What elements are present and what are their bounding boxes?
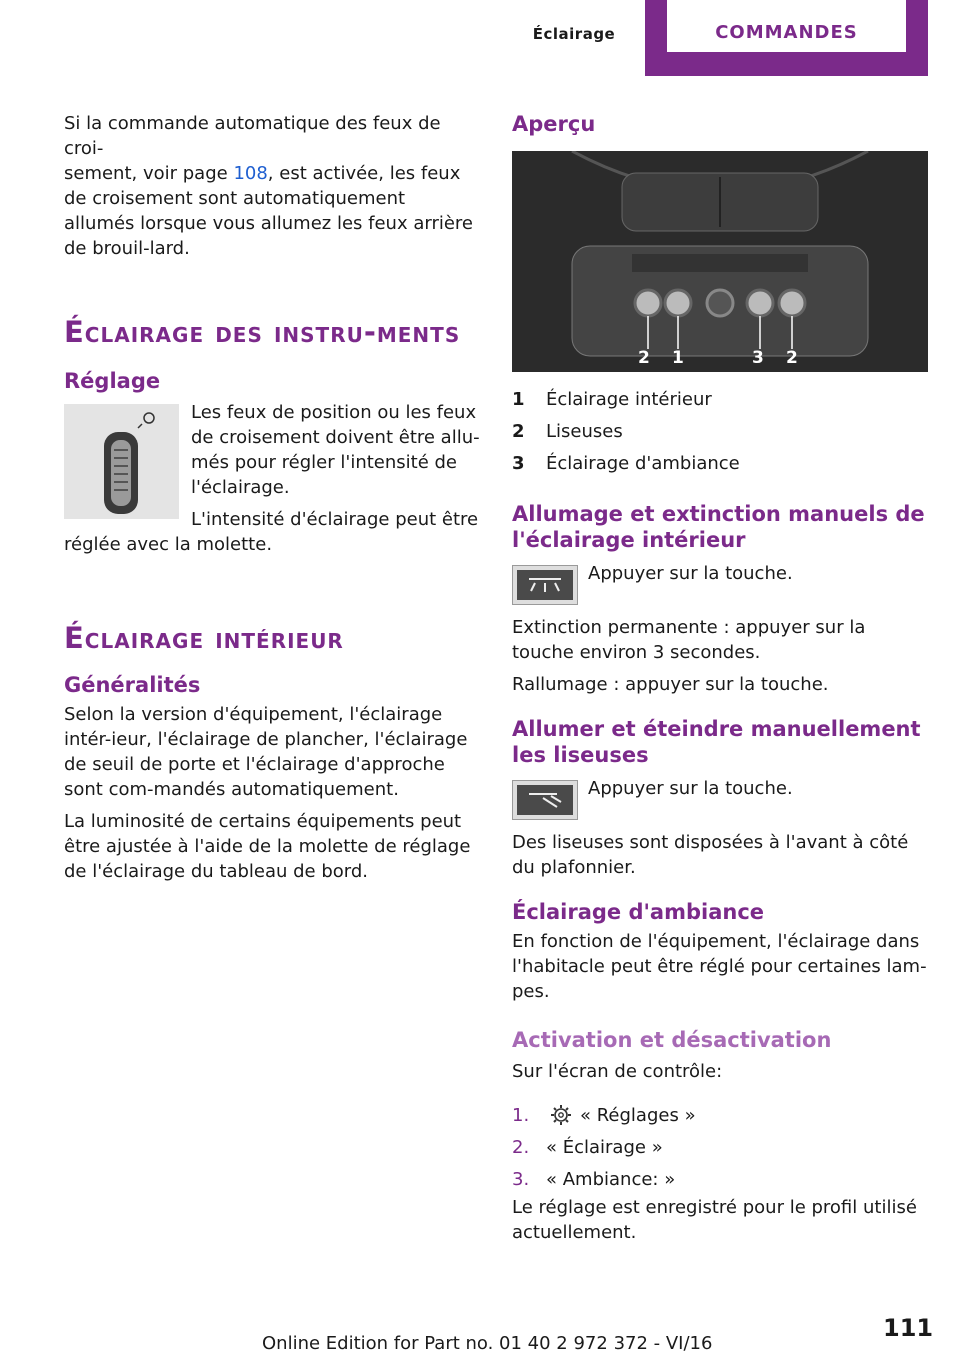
steps-list	[512, 1099, 928, 1195]
page-number: 111	[883, 1314, 934, 1342]
headliner-controls-photo	[512, 151, 928, 372]
generalites-paragraph-2: La luminosité de certains équipements peut être ajustée à l'aide de la molette de réglage de l'éclairage du tableau de bord.	[64, 811, 471, 882]
legend-item: 1 Éclairage intérieur	[512, 388, 712, 410]
step-item: 3. « Ambiance: »	[512, 1168, 676, 1190]
step-item: 1. « Réglages »	[512, 1104, 696, 1126]
reglage-paragraph-1: Les feux de position ou les feux de croisement doivent être allu-més pour régler l'intensité de l'éclairage.	[191, 402, 480, 498]
reading-light-button-figure	[512, 780, 578, 820]
heading-reglage: Réglage	[64, 369, 161, 393]
chapter-tab-label: COMMANDES	[715, 22, 858, 43]
heading-generalites: Généralités	[64, 673, 201, 697]
reglage-paragraph-2: L'intensité d'éclairage peut être réglée avec la molette.	[64, 509, 479, 555]
footer-edition: Online Edition for Part no. 01 40 2 972 372 - VI/16	[262, 1333, 713, 1354]
legend-item: 3 Éclairage d'ambiance	[512, 452, 740, 474]
interior-light-icon	[527, 575, 563, 595]
dimmer-wheel-figure	[64, 404, 179, 519]
photo-label: 3	[752, 348, 764, 368]
heading-allumage: Allumage et extinction manuels de l'éclairage intérieur	[512, 502, 925, 552]
photo-label: 2	[638, 348, 650, 368]
heading-interior-lighting: Éclairage intérieur	[64, 621, 344, 655]
heading-activation: Activation et désactivation	[512, 1028, 832, 1052]
liseuses-paragraph: Des liseuses sont disposées à l'avant à côté du plafonnier.	[512, 832, 909, 878]
ambiance-paragraph: En fonction de l'équipement, l'éclairage dans l'habitacle peut être réglé pour certaines lam-pes.	[512, 931, 927, 1002]
reading-light-knob-right	[779, 290, 805, 316]
liseuses-press-text: Appuyer sur la touche.	[588, 778, 793, 799]
right-column	[512, 111, 928, 1252]
activation-paragraph-2: Le réglage est enregistré pour le profil utilisé actuellement.	[512, 1197, 917, 1243]
dimmer-wheel-icon	[64, 404, 179, 519]
allumage-paragraph-2: Rallumage : appuyer sur la touche.	[512, 674, 829, 695]
step-item: 2. « Éclairage »	[512, 1136, 663, 1158]
photo-label: 1	[672, 348, 684, 368]
activation-paragraph-1: Sur l'écran de contrôle:	[512, 1061, 723, 1082]
heading-instrument-lighting: Éclairage des instru-ments	[64, 315, 461, 349]
running-header-section: Éclairage	[532, 25, 616, 43]
page-link[interactable]: 108	[233, 163, 268, 184]
heading-ambiance: Éclairage d'ambiance	[512, 900, 765, 924]
chapter-tab	[645, 0, 928, 76]
photo-label: 2	[786, 348, 798, 368]
allumage-paragraph-1: Extinction permanente : appuyer sur la touche environ 3 secondes.	[512, 617, 866, 663]
intro-paragraph: Si la commande automatique des feux de croi- sement, voir page 108, est activée, les feux de croisement sont automatiquement allumés lorsque vous allumez les feux arrière de brouil-lard.	[64, 113, 473, 259]
interior-light-knob	[665, 290, 691, 316]
heading-liseuses: Allumer et éteindre manuellement les liseuses	[512, 717, 921, 767]
allumage-press-text: Appuyer sur la touche.	[588, 563, 793, 584]
left-column	[64, 111, 480, 891]
heading-apercu: Aperçu	[512, 112, 596, 136]
reading-light-knob-left	[635, 290, 661, 316]
interior-light-button-figure	[512, 565, 578, 605]
legend-item: 2 Liseuses	[512, 420, 623, 442]
gear-icon	[550, 1104, 572, 1126]
generalites-paragraph-1: Selon la version d'équipement, l'éclairage intér-ieur, l'éclairage de plancher, l'éclairage de seuil de porte et l'éclairage d'approche sont com-mandés automatiquement.	[64, 704, 468, 800]
reading-light-icon	[527, 790, 563, 810]
ambient-light-knob	[747, 290, 773, 316]
